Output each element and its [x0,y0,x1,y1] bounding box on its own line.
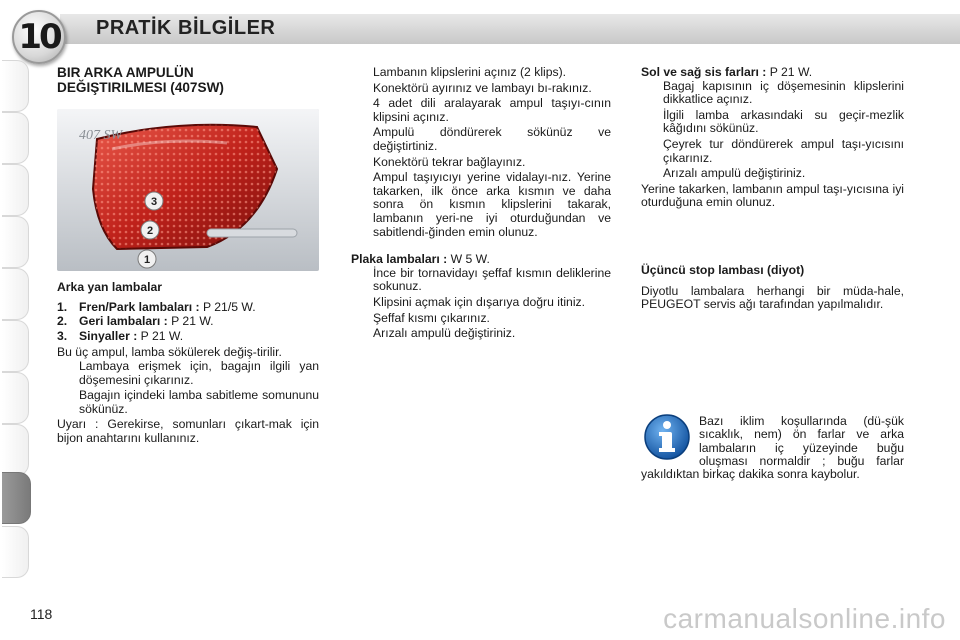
paragraph: Yerine takarken, lambanın ampul taşı-yıcısına iyi oturduğuna emin olunuz. [641,181,904,210]
bullet-symbol-icon [351,267,373,268]
stop-lamp-heading: Üçüncü stop lambası (diyot) [641,262,805,277]
chapter-tabs [0,60,34,580]
info-text: Bazı iklim koşullarında (dü-şük sıcaklık, nem) ön farlar ve arka lambaların iç yüzeyinde buğu oluşması normaldir ; buğu farlar yakıldıktan birkaç dakika sonra kaybolur. [641,414,904,481]
tail-lamp-illustration [57,109,319,271]
section-title: BIR ARKA AMPULÜN DEĞIŞTIRILMESI (407SW) [57,65,224,95]
chapter-tab[interactable] [2,112,29,164]
bullet-symbol-icon [351,156,373,157]
list-item: 3. Sinyaller : P 21 W. [57,328,184,343]
bullet-symbol-icon [351,312,373,313]
list-item: 4 adet dili aralayarak ampul taşıyı-cının klipsini açınız. [351,97,611,124]
callout-3-label: 3 [150,196,158,208]
plate-lamp-heading: Plaka lambaları : W 5 W. [351,252,490,267]
fog-lamp-heading: Sol ve sağ sis farları : P 21 W. [641,65,813,79]
list-item: Konektörü tekrar bağlayınız. [351,156,611,170]
subheading: Arka yan lambalar [57,280,163,294]
list-item: Ampulü döndürerek sökünüz ve değiştirtiniz. [351,126,611,153]
list-item: Konektörü ayırınız ve lambayı bı-rakınız. [351,82,611,96]
list-item: Arızalı ampulü değiştiriniz. [641,167,904,181]
chapter-tab[interactable] [2,164,29,216]
model-badge: 407 SW [79,128,123,143]
info-icon [643,413,691,461]
list-item: Çeyrek tur döndürerek ampul taşı-yıcısını çıkarınız. [641,138,904,165]
chapter-tab-active[interactable] [2,472,31,524]
list-item: Lambaya erişmek için, bagajın ilgili yan döşemesini çıkarınız. [57,360,319,387]
chapter-tab[interactable] [2,268,29,320]
chapter-tab[interactable] [2,372,29,424]
bullet-symbol-icon [641,138,663,139]
page-number: 118 [30,606,53,622]
page-title: PRATİK BİLGİLER [96,17,276,39]
list-item: Klipsini açmak için dışarıya doğru itiniz. [351,296,611,310]
bullet-symbol-icon [57,360,79,361]
bullet-symbol-icon [351,66,373,67]
callout-2-label: 2 [146,225,154,237]
list-item: 2. Geri lambaları : P 21 W. [57,314,214,329]
watermark: carmanualsonline.info [663,603,946,634]
column-right [641,66,904,312]
chapter-number: 10 [18,17,60,57]
bullet-symbol-icon [351,126,373,127]
list-item: Arızalı ampulü değiştiriniz. [351,327,611,341]
list-item: Bagaj kapısının iç döşemesinin klipslerini dikkatlice açınız. [641,80,904,107]
info-note [641,403,904,493]
bullet-symbol-icon [351,296,373,297]
list-item: Ampul taşıyıcıyı yerine vidalayı-nız. Yerine takarken, ilk önce arka kısmın ve daha sonra ön kısmın klipslerini takarak, lambanın yeri-ne iyi oturduğundan ve sabitlendi-ğinden emin olunuz. [351,171,611,239]
chapter-tab[interactable] [2,526,29,578]
callout-1-label: 1 [143,254,151,266]
column-left [57,65,319,446]
chapter-tab[interactable] [2,424,29,476]
list-item: 1. Fren/Park lambaları : P 21/5 W. [57,299,256,314]
column-middle [351,66,611,343]
paragraph: Diyotlu lambalara herhangi bir müda-hale, PEUGEOT servis ağı tarafından yapılmalıdır. [641,283,904,312]
list-item: İlgili lamba arkasındaki su geçir-mezlik kâğıdını sökünüz. [641,109,904,136]
bullet-symbol-icon [641,80,663,81]
list-item: İnce bir tornavidayı şeffaf kısmın deliklerine sokunuz. [351,267,611,294]
bullet-symbol-icon [351,327,373,328]
bullet-symbol-icon [351,97,373,98]
list-item: Şeffaf kısmı çıkarınız. [351,312,611,326]
warning-note: Uyarı : Gerekirse, somunları çıkart-mak için bijon anahtarını kullanınız. [57,417,319,445]
bullet-symbol-icon [351,171,373,172]
bullet-symbol-icon [57,389,79,390]
list-item: Lambanın klipslerini açınız (2 klips). [351,66,611,80]
paragraph: Bu üç ampul, lamba sökülerek değiş-tirilir. [57,345,282,360]
bullet-symbol-icon [641,109,663,110]
chapter-tab[interactable] [2,320,29,372]
chapter-tab[interactable] [2,60,29,112]
tail-lamp-image [57,109,319,271]
bullet-symbol-icon [641,167,663,168]
chapter-badge [12,10,66,64]
list-item: Bagajın içindeki lamba sabitleme somununu sökünüz. [57,389,319,416]
bullet-symbol-icon [351,82,373,83]
chapter-tab[interactable] [2,216,29,268]
